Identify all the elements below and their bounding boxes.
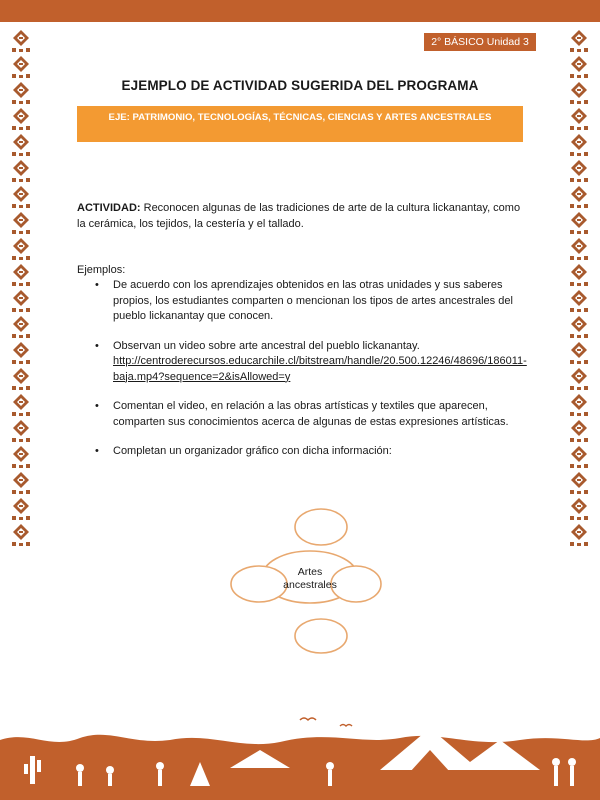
- list-item: • Observan un video sobre arte ancestral del pueblo lickanantay. http://centroderecursos.educarchile.cl/bitstream/handle/20.500.12246/48696/186011-baja.mp4?sequence=2&isAllowed=y: [95, 339, 527, 383]
- video-link[interactable]: http://centroderecursos.educarchile.cl/bitstream/handle/20.500.12246/48696/186011-baja.mp4?sequence=2&isAllowed=y: [113, 355, 527, 383]
- organizer-center-line-1: Artes: [297, 566, 323, 578]
- activity-label: ACTIVIDAD:: [77, 202, 141, 214]
- activity-paragraph: [77, 200, 527, 232]
- list-item: • Comentan el video, en relación a las obras artísticas y textiles que aparecen, comparten sus conocimientos acerca de algunas de estas expresiones artísticas.: [95, 400, 509, 428]
- list-item: • Completan un organizador gráfico con dicha información:: [95, 444, 531, 460]
- organizer-top-ellipse: [295, 509, 347, 545]
- bullet-icon: •: [95, 400, 99, 412]
- axis-banner: EJE: PATRIMONIO, TECNOLOGÍAS, TÉCNICAS, CIENCIAS Y ARTES ANCESTRALES: [77, 106, 523, 142]
- organizer-bottom-ellipse: [295, 619, 347, 653]
- examples-list: [95, 278, 531, 474]
- organizer-left-ellipse: [231, 566, 287, 602]
- right-decorative-border: [568, 28, 590, 548]
- organizer-center-line-2: ancestrales: [283, 579, 337, 591]
- footer-landscape-illustration: [0, 700, 600, 800]
- organizer-right-ellipse: [331, 566, 381, 602]
- page-title: EJEMPLO DE ACTIVIDAD SUGERIDA DEL PROGRAMA: [121, 78, 479, 93]
- graphic-organizer: [228, 505, 388, 655]
- grade-unit-badge: 2° BÁSICO Unidad 3: [424, 33, 536, 51]
- examples-label: Ejemplos:: [77, 264, 126, 276]
- bullet-icon: •: [95, 279, 99, 291]
- list-item: • De acuerdo con los aprendizajes obtenidos en las otras unidades y sus saberes propios, los estudiantes comparten o mencionan los tipos de artes ancestrales del pueblo lickanantay que conocen.: [95, 279, 513, 322]
- bullet-icon: •: [95, 339, 99, 352]
- bullet-icon: •: [95, 445, 99, 457]
- activity-text: Reconocen algunas de las tradiciones de arte de la cultura lickanantay, como la cerámica, los tejidos, la cestería y el tallado.: [77, 202, 521, 230]
- left-decorative-border: [10, 28, 32, 548]
- top-bar: [0, 0, 600, 22]
